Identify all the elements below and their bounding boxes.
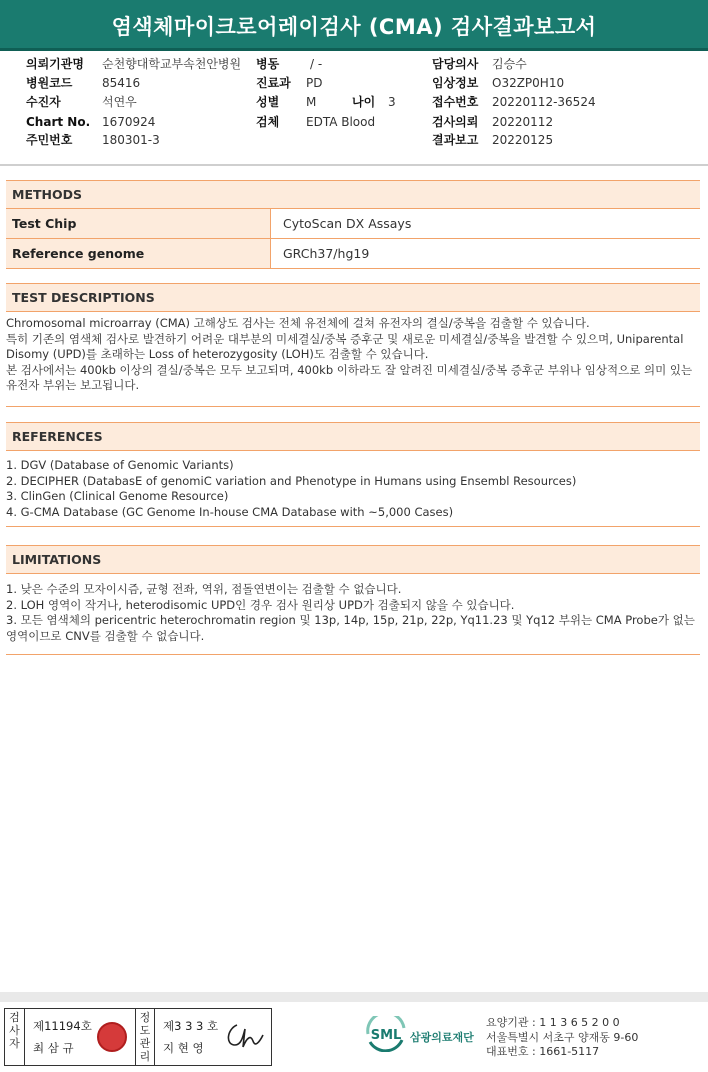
- clinical-row: [432, 75, 565, 91]
- approver-name: 지 현 영: [163, 1041, 204, 1055]
- description-line: 특히 기존의 염색체 검사로 발견하기 어려운 대부분의 미세결실/중복 증후군 및 새로운 미세결실/중복을 발견할 수 있으며, Uniparental Disomy (UPD)를 초래하는 Loss of heterozygosity (LOH)도 검출할 수 있습니다.: [6, 331, 684, 361]
- specimen-row: [256, 114, 376, 130]
- dept-row: [256, 75, 323, 91]
- signature-icon: [223, 1019, 265, 1053]
- sex-age-row: [256, 94, 416, 110]
- limitation-item: 1. 낮은 수준의 모자이시즘, 균형 전좌, 역위, 점돌연변이는 검출할 수 없습니다.: [6, 582, 402, 596]
- result-value: 20220125: [492, 133, 554, 147]
- methods-heading: METHODS: [6, 180, 700, 209]
- methods-row-chip: [6, 209, 700, 239]
- descriptions-section: [6, 283, 700, 407]
- description-line: 본 검사에서는 400kb 이상의 결실/중복은 모두 보고되며, 400kb 이하라도 잘 알려진 미세결실/중복 증후군 부위나 임상적으로 의미 있는 유전자 부위는 보고됩니다.: [6, 362, 693, 392]
- hospital-code-value: 85416: [102, 76, 141, 90]
- logo-text: SML: [370, 1028, 402, 1043]
- reference-item: 3. ClinGen (Clinical Genome Resource): [6, 489, 229, 503]
- resident-value: 180301-3: [102, 133, 160, 147]
- chart-label: Chart No.: [26, 115, 91, 129]
- limitation-item: 3. 모든 염색체의 pericentric heterochromatin region 및 13p, 14p, 15p, 21p, 22p, Yq11.23 및 Yq12 부위는 CMA Probe가 없는 영역이므로 CNV를 검출할 수 없습니다.: [6, 613, 695, 643]
- methods-section: [6, 180, 700, 269]
- chart-value: 1670924: [102, 115, 156, 129]
- ward-row: [256, 56, 323, 72]
- org-name: 삼광의료재단: [410, 1031, 474, 1044]
- doctor-label: 담당의사: [432, 57, 479, 71]
- limitations-heading: LIMITATIONS: [6, 545, 700, 574]
- approver-number: 제3 3 3 호: [163, 1019, 219, 1033]
- request-value: 20220112: [492, 115, 554, 129]
- receipt-row: [432, 94, 596, 110]
- report-footer: [0, 1002, 708, 1072]
- patient-value: 석연우: [102, 95, 137, 109]
- hospital-code-label: 병원코드: [26, 76, 73, 90]
- specimen-value: EDTA Blood: [306, 115, 376, 129]
- hospital-code-row: [26, 75, 141, 91]
- methods-row-genome: [6, 239, 700, 269]
- inspector-name: 최 삼 규: [33, 1041, 74, 1055]
- approver-vertical-label: 정도관리: [135, 1009, 155, 1065]
- ward-value: / -: [310, 57, 323, 71]
- doctor-value: 김승수: [492, 57, 527, 71]
- age-label: 나이: [352, 95, 376, 109]
- resident-label: 주민번호: [26, 133, 73, 147]
- result-label: 결과보고: [432, 133, 479, 147]
- limitation-item: 2. LOH 영역이 작거나, heterodisomic UPD인 경우 검사 원리상 UPD가 검출되지 않을 수 있습니다.: [6, 597, 515, 612]
- report-header: [0, 0, 708, 51]
- org-address: 서울특별시 서초구 양재동 9-60: [486, 1030, 639, 1044]
- descriptions-body: [6, 312, 700, 406]
- methods-value: CytoScan DX Assays: [283, 216, 412, 231]
- description-line: Chromosomal microarray (CMA) 고해상도 검사는 전체 유전체에 걸쳐 유전자의 결실/중복을 검출할 수 있습니다.: [6, 316, 590, 330]
- reference-item: 4. G-CMA Database (GC Genome In-house CMA Database with ~5,000 Cases): [6, 504, 454, 519]
- care-institution: 요양기관 : 1 1 3 6 5 2 0 0: [486, 1016, 620, 1029]
- institution-label: 의뢰기관명: [26, 57, 84, 71]
- request-row: [432, 114, 554, 130]
- inspector-vertical-label: 검사자: [5, 1009, 25, 1065]
- reference-item: 1. DGV (Database of Genomic Variants): [6, 458, 234, 472]
- age-value: 3: [388, 95, 396, 109]
- patient-row: [26, 94, 137, 110]
- info-divider: [0, 164, 708, 166]
- receipt-value: 20220112-36524: [492, 95, 596, 109]
- sex-value: M: [306, 95, 317, 109]
- references-heading: REFERENCES: [6, 422, 700, 451]
- inspector-seal-icon: [97, 1022, 127, 1052]
- patient-label: 수진자: [26, 95, 61, 109]
- methods-key: Test Chip: [6, 209, 271, 238]
- references-body: [6, 451, 700, 526]
- sml-logo-icon: [366, 1016, 406, 1052]
- dept-value: PD: [306, 76, 323, 90]
- sex-label: 성별: [256, 95, 280, 109]
- inspector-number: 제11194호: [33, 1019, 92, 1033]
- descriptions-heading: TEST DESCRIPTIONS: [6, 283, 700, 312]
- resident-row: [26, 132, 160, 148]
- receipt-label: 접수번호: [432, 95, 479, 109]
- ward-label: 병동: [256, 57, 280, 71]
- chart-row: [26, 114, 156, 130]
- limitations-section: [6, 545, 700, 655]
- footer-band: [0, 992, 708, 1002]
- dept-label: 진료과: [256, 76, 291, 90]
- patient-info: [0, 52, 708, 164]
- report-title: 염색체마이크로어레이검사 (CMA) 검사결과보고서: [111, 15, 597, 39]
- org-phone: 대표번호 : 1661-5117: [486, 1045, 600, 1058]
- org-address-block: [486, 1016, 638, 1060]
- limitations-body: [6, 574, 700, 654]
- request-label: 검사의뢰: [432, 115, 479, 129]
- signature-box: [4, 1008, 272, 1066]
- clinical-value: O32ZP0H10: [492, 76, 565, 90]
- specimen-label: 검체: [256, 115, 280, 129]
- institution-row: [26, 56, 242, 72]
- reference-item: 2. DECIPHER (DatabasE of genomiC variation and Phenotype in Humans using Ensembl Resources): [6, 473, 577, 488]
- doctor-row: [432, 56, 527, 72]
- clinical-label: 임상정보: [432, 76, 479, 90]
- references-section: [6, 422, 700, 527]
- result-row: [432, 132, 554, 148]
- institution-value: 순천향대학교부속천안병원: [102, 57, 242, 71]
- methods-key: Reference genome: [6, 239, 271, 268]
- methods-value: GRCh37/hg19: [283, 246, 370, 261]
